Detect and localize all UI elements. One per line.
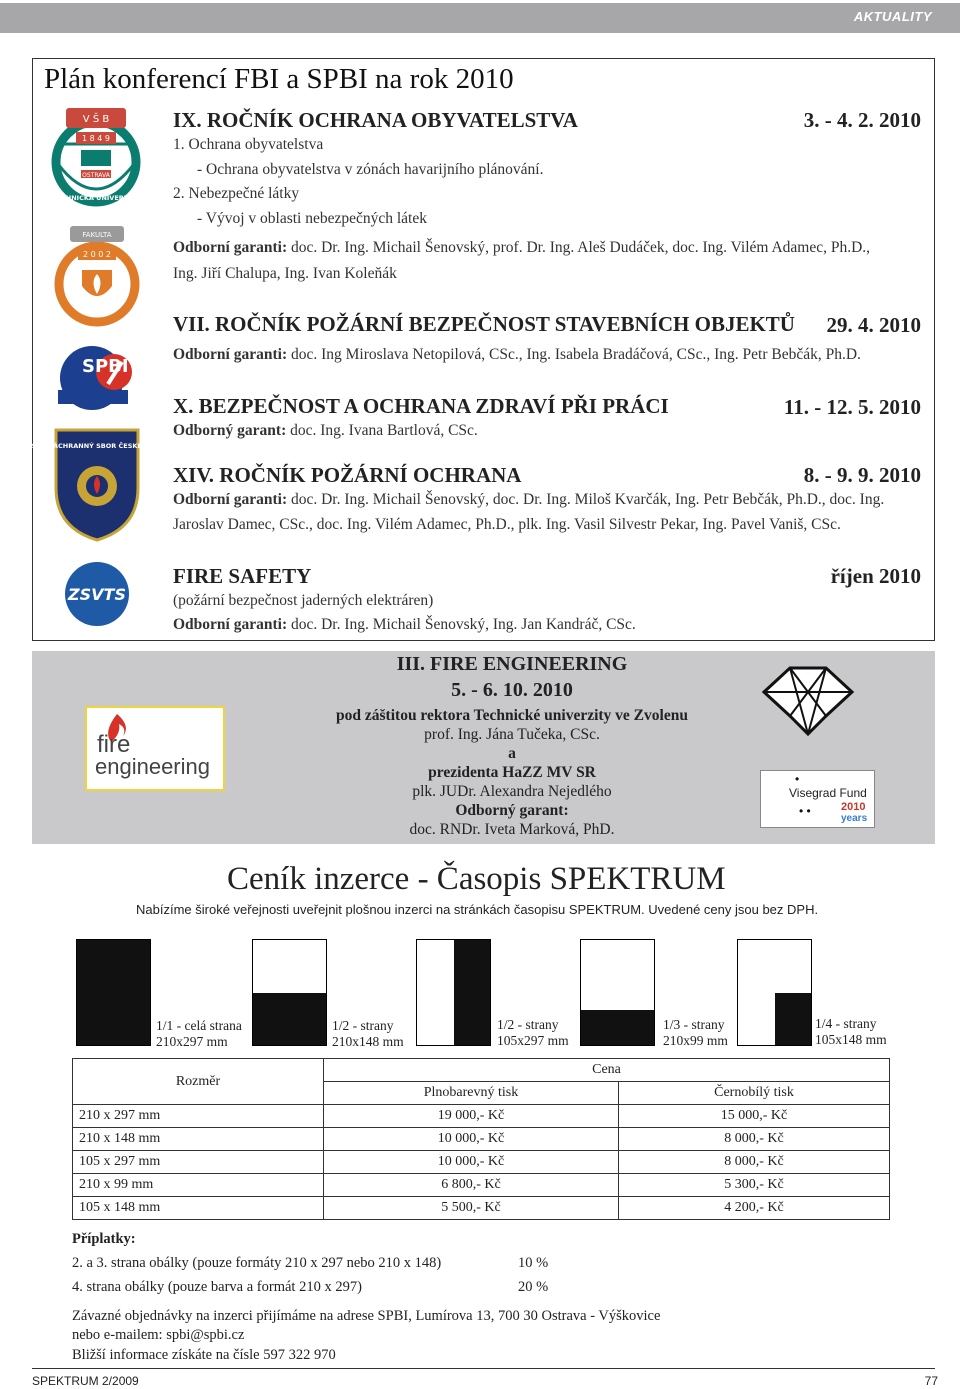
svg-text:V Š B: V Š B — [82, 114, 110, 125]
conf1-title: IX. ROČNÍK OCHRANA OBYVATELSTVA — [173, 108, 578, 132]
table-header-row — [73, 1059, 890, 1082]
table-row — [73, 1105, 890, 1128]
fe-guarantor-label: Odborný garant: — [455, 802, 569, 819]
conf4-guarantors-label: Odborní garanti: — [173, 491, 288, 508]
footer-page-number: 77 — [924, 1374, 938, 1388]
format-1-name: 1/1 - celá strana — [156, 1018, 242, 1033]
svg-text:TECHNICKÁ UNIVERZITA: TECHNICKÁ UNIVERZITA — [52, 194, 140, 202]
surcharge-1-value: 10 % — [518, 1255, 549, 1271]
conf5-date: říjen 2010 — [830, 564, 921, 588]
conf4-guarantors: doc. Dr. Ing. Michail Šenovský, doc. Dr. Ing. Miloš Kvarčák, Ing. Petr Bebčák, Ph.D., doc. Ing. — [290, 491, 885, 508]
row-bw-price: 5 300,- Kč — [619, 1174, 890, 1197]
conf4-date: 8. - 9. 9. 2010 — [803, 463, 921, 487]
fire-engineering-logo — [85, 706, 225, 791]
conf3-guarantor: doc. Ing. Ivana Bartlová, CSc. — [290, 422, 478, 439]
format-2-size: 210x148 mm — [332, 1034, 404, 1049]
header-color-print: Plnobarevný tisk — [324, 1082, 619, 1105]
format-2-name: 1/2 - strany — [332, 1018, 394, 1033]
section-header-bar — [0, 3, 960, 33]
header-bw-print: Černobílý tisk — [619, 1082, 890, 1105]
format-4-name: 1/3 - strany — [663, 1017, 725, 1032]
dot-icon: • • — [799, 804, 811, 818]
conf4-guarantors-line2: Jaroslav Damec, CSc., doc. Ing. Vilém Adamec, Ph.D., plk. Ing. Vasil Silvestr Pekar, Ing. Pavel Vaniš, CSc. — [173, 516, 841, 533]
row-color-price: 5 500,- Kč — [324, 1197, 619, 1220]
svg-text:2 0 0 2: 2 0 0 2 — [83, 250, 111, 259]
svg-text:HASIČSKÝ ZÁCHRANNÝ SBOR ČESKÉ: HASIČSKÝ ZÁCHRANNÝ SBOR ČESKÉ REPUBLIKY — [9, 442, 185, 450]
conf1-guarantors: doc. Dr. Ing. Michail Šenovský, prof. Dr. Ing. Aleš Dudáček, doc. Ing. Vilém Adamec, Ph.D., — [290, 239, 871, 256]
fe-rector: prof. Ing. Jána Tučeka, CSc. — [424, 726, 600, 743]
conf1-guarantors-line2: Ing. Jiří Chalupa, Ing. Ivan Koleňák — [173, 265, 397, 282]
conf2-title: VII. ROČNÍK POŽÁRNÍ BEZPEČNOST STAVEBNÍCH OBJEKTŮ — [173, 312, 795, 336]
surcharge-1: 2. a 3. strana obálky (pouze formáty 210 x 297 nebo 210 x 148) — [72, 1255, 442, 1271]
conf1-date: 3. - 4. 2. 2010 — [803, 108, 921, 132]
dot-icon: • — [795, 772, 800, 786]
fe-title: III. FIRE ENGINEERING — [396, 653, 628, 675]
conf3-guarantor-line — [173, 422, 478, 440]
svg-text:1 8 4 9: 1 8 4 9 — [82, 134, 110, 143]
conf3-date: 11. - 12. 5. 2010 — [783, 395, 921, 419]
table-row — [73, 1197, 890, 1220]
format-1-size: 210x297 mm — [156, 1034, 228, 1049]
pricing-title: Ceník inzerce - Časopis SPEKTRUM — [227, 861, 726, 897]
format-4-size: 210x99 mm — [663, 1033, 728, 1048]
table-row — [73, 1151, 890, 1174]
contact-email: nebo e-mailem: spbi@spbi.cz — [72, 1327, 245, 1343]
row-color-price: 6 800,- Kč — [324, 1174, 619, 1197]
row-size: 105 x 148 mm — [73, 1197, 324, 1220]
conf1-guarantors-label: Odborní garanti: — [173, 239, 288, 256]
format-half-page-vertical — [416, 939, 491, 1046]
surcharge-2-value: 20 % — [518, 1279, 549, 1295]
header-price: Cena — [324, 1059, 890, 1082]
section-label: AKTUALITY — [853, 9, 932, 24]
fe-and: a — [508, 745, 516, 762]
conf5-title: FIRE SAFETY — [173, 564, 312, 588]
row-color-price: 19 000,- Kč — [324, 1105, 619, 1128]
logo-fire-text: fire — [97, 731, 131, 758]
fe-president-name: plk. JUDr. Alexandra Nejedlého — [412, 783, 612, 800]
logo-engineering-text: engineering — [95, 754, 210, 779]
row-color-price: 10 000,- Kč — [324, 1128, 619, 1151]
format-fill — [454, 940, 491, 1045]
format-half-page-horizontal — [252, 939, 327, 1046]
format-fill — [253, 993, 326, 1046]
row-size: 210 x 148 mm — [73, 1128, 324, 1151]
fe-president-title: prezidenta HaZZ MV SR — [428, 764, 596, 781]
surcharges-title: Příplatky: — [72, 1231, 136, 1247]
format-fill — [77, 940, 150, 1045]
conf1-topic2: 2. Nebezpečné látky — [173, 185, 300, 202]
conf4-title: XIV. ROČNÍK POŽÁRNÍ OCHRANA — [173, 463, 522, 487]
conf2-date: 29. 4. 2010 — [826, 313, 921, 337]
row-color-price: 10 000,- Kč — [324, 1151, 619, 1174]
university-zvolen-logo — [760, 664, 856, 738]
conf1-topic1-detail: - Ochrana obyvatelstva v zónách havarijního plánování. — [197, 161, 544, 178]
conf2-guarantors-line — [173, 346, 861, 364]
fe-guarantor-name: doc. RNDr. Iveta Marková, PhD. — [409, 821, 615, 838]
table-row — [73, 1174, 890, 1197]
row-bw-price: 8 000,- Kč — [619, 1151, 890, 1174]
format-quarter-page — [737, 939, 812, 1046]
conf1-guarantors-line1 — [173, 239, 870, 257]
format-3-size: 105x297 mm — [497, 1033, 569, 1048]
row-size: 210 x 297 mm — [73, 1105, 324, 1128]
hzs-cr-emblem — [9, 418, 185, 544]
visegrad-fund-logo — [760, 770, 875, 828]
conf2-guarantors-label: Odborní garanti: — [173, 346, 288, 363]
svg-text:ZSVTS: ZSVTS — [68, 585, 126, 604]
contact-address: Závazné objednávky na inzerci přijímáme na adrese SPBI, Lumírova 13, 700 30 Ostrava - Výškovice — [72, 1308, 661, 1324]
svg-text:OSTRAVA: OSTRAVA — [82, 172, 110, 179]
vsb-university-logo — [48, 104, 144, 208]
spbi-logo — [52, 340, 140, 412]
conf2-guarantors: doc. Ing Miroslava Netopilová, CSc., Ing. Isabela Bradáčová, CSc., Ing. Petr Bebčák, Ph.D. — [290, 346, 861, 363]
plan-title: Plán konferencí FBI a SPBI na rok 2010 — [44, 63, 514, 95]
price-table — [72, 1058, 890, 1220]
pricing-intro: Nabízíme široké veřejnosti uveřejnit plošnou inzerci na stránkách časopisu SPEKTRUM. Uvedené ceny jsou bez DPH. — [136, 902, 819, 917]
row-bw-price: 15 000,- Kč — [619, 1105, 890, 1128]
format-5-label — [815, 1016, 887, 1048]
format-5-name: 1/4 - strany — [815, 1016, 877, 1031]
conf5-guarantors: doc. Dr. Ing. Michail Šenovský, Ing. Jan Kandráč, CSc. — [290, 616, 636, 633]
conf1-topic1: 1. Ochrana obyvatelstva — [173, 136, 324, 153]
conf3-guarantor-label: Odborný garant: — [173, 422, 287, 439]
contact-phone: Bližší informace získáte na čísle 597 322 970 — [72, 1347, 336, 1363]
visegrad-years: years — [841, 813, 868, 824]
svg-text:FAKULTA: FAKULTA — [82, 231, 112, 239]
visegrad-fund-text: Visegrad Fund — [789, 786, 867, 800]
row-size: 105 x 297 mm — [73, 1151, 324, 1174]
fbi-faculty-logo — [52, 222, 142, 328]
row-bw-price: 8 000,- Kč — [619, 1128, 890, 1151]
format-1-label — [156, 1018, 242, 1050]
conf1-topic2-detail: - Vývoj v oblasti nebezpečných látek — [197, 210, 427, 227]
fe-date: 5. - 6. 10. 2010 — [451, 679, 573, 701]
visegrad-year: 2010 — [841, 801, 866, 813]
zsvts-logo — [52, 556, 142, 630]
fe-patronage: pod záštitou rektora Technické univerzity ve Zvolenu — [336, 707, 688, 724]
header-size: Rozměr — [73, 1059, 324, 1105]
svg-text:SPBI: SPBI — [82, 356, 129, 377]
row-size: 210 x 99 mm — [73, 1174, 324, 1197]
row-bw-price: 4 200,- Kč — [619, 1197, 890, 1220]
format-fill — [581, 1010, 654, 1045]
format-fill — [775, 993, 812, 1046]
conf4-guarantors-line1 — [173, 491, 884, 509]
footer-rule — [32, 1368, 935, 1369]
conf5-guarantors-label: Odborní garanti: — [173, 616, 288, 633]
format-2-label — [332, 1018, 404, 1050]
surcharge-2: 4. strana obálky (pouze barva a formát 210 x 297) — [72, 1279, 362, 1295]
format-4-label — [663, 1017, 728, 1049]
format-3-label — [497, 1017, 569, 1049]
format-full-page — [76, 939, 151, 1046]
format-third-page — [580, 939, 655, 1046]
conf3-title: X. BEZPEČNOST A OCHRANA ZDRAVÍ PŘI PRÁCI — [173, 394, 669, 418]
footer-issue: SPEKTRUM 2/2009 — [32, 1374, 139, 1388]
conf5-guarantors-line — [173, 616, 636, 634]
format-3-name: 1/2 - strany — [497, 1017, 559, 1032]
format-5-size: 105x148 mm — [815, 1032, 887, 1047]
table-row — [73, 1128, 890, 1151]
conf5-subtitle: (požární bezpečnost jaderných elektráren) — [173, 592, 434, 609]
